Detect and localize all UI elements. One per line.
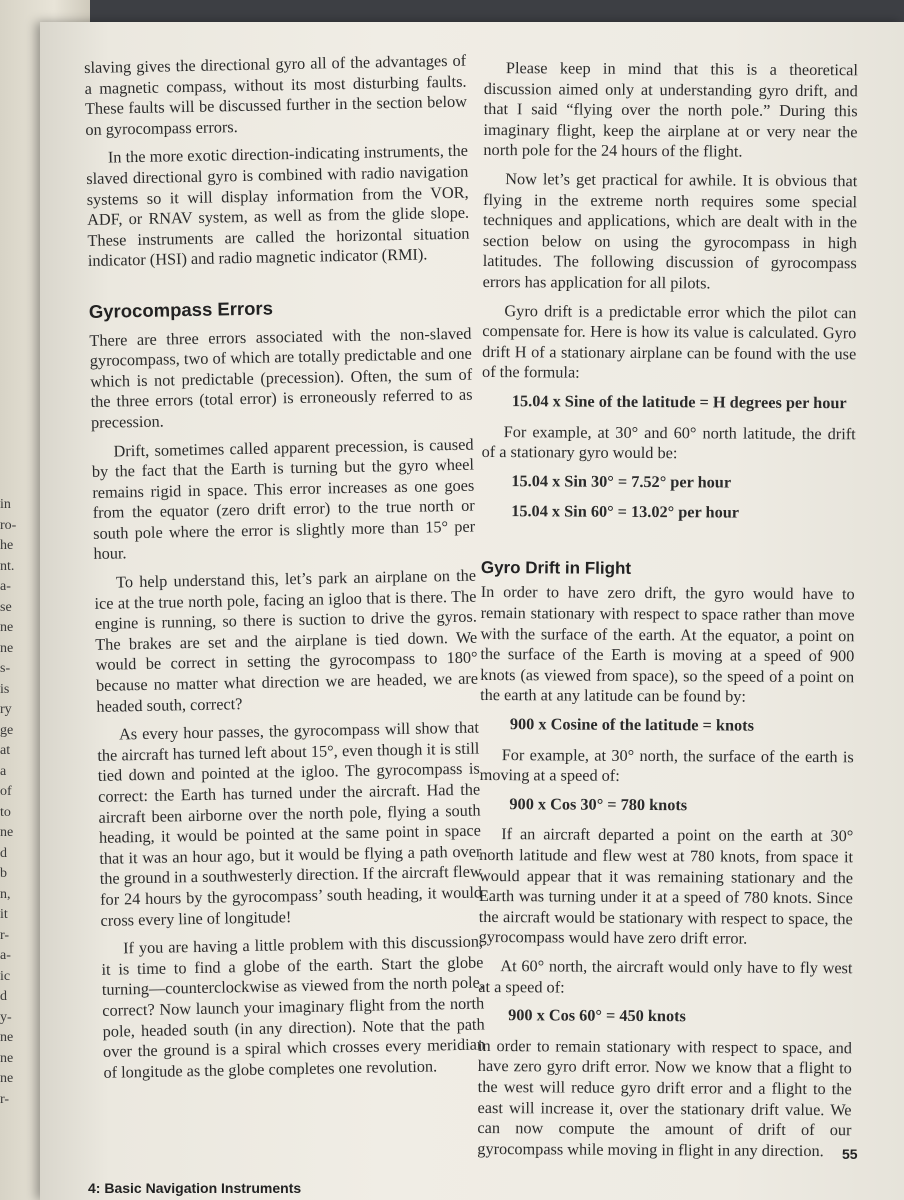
right-text-column bbox=[477, 58, 858, 1170]
adjacent-page-fragment: at bbox=[0, 743, 11, 758]
adjacent-page-fragment: n, bbox=[0, 886, 11, 902]
adjacent-page-fragment: ro- bbox=[0, 517, 17, 533]
formula: 900 x Cos 60° = 450 knots bbox=[508, 1005, 686, 1026]
adjacent-page-fragment: y- bbox=[0, 1009, 12, 1025]
formula: 15.04 x Sin 60° = 13.02° per hour bbox=[511, 501, 740, 522]
paragraph: At 60° north, the aircraft would only have to fly west at a speed of: bbox=[478, 956, 853, 997]
section-heading: Gyrocompass Errors bbox=[88, 297, 274, 322]
adjacent-page-fragment: ne bbox=[0, 1071, 14, 1086]
adjacent-page-fragment: a- bbox=[0, 948, 11, 963]
adjacent-page-fragment: b bbox=[0, 866, 7, 881]
adjacent-page-fragment: in bbox=[0, 497, 11, 512]
paragraph: If an aircraft departed a point on the earth at 30° north latitude and flew west at 780 knots, from space it would appear that it was remaining stationary and the Earth was turning under it at a speed of 780 knots. Since the aircraft would be stationary with respect to space, the gyrocompass would have zero drift error. bbox=[478, 824, 854, 948]
paragraph: As every hour passes, the gyrocompass will show that the aircraft has turned left about 15°, even though it is still tied down and pointed at the igloo. The gyrocompass is correct: the Earth has turned under the aircraft. Had the aircraft been airborne over the north pole, flying a south heading, it would be pointed at the same point in space that it was an hour ago, but it would be flying a path over the ground in a southwesterly direction. If the aircraft flew for 24 hours by the gyrocompass’ south heading, it would cross every line of longitude! bbox=[97, 717, 483, 930]
adjacent-page-fragment: ne bbox=[0, 825, 14, 840]
adjacent-page-fragment: se bbox=[0, 599, 12, 615]
adjacent-page-fragment: ic bbox=[0, 968, 11, 984]
paragraph: Drift, sometimes called apparent precession, is caused by the fact that the Earth is turning but the gyro wheel remains rigid in space. This error increases as one goes from the equator (zero drift error) to the true north or south pole where the error is slightly more than 15° per hour. bbox=[91, 434, 476, 564]
adjacent-page-fragment: ry bbox=[0, 702, 12, 717]
adjacent-page-fragment: d bbox=[0, 989, 7, 1004]
adjacent-page-fragment: a bbox=[0, 763, 7, 779]
paragraph: There are three errors associated with the non-slaved gyrocompass, two of which are totally predictable and one which is not predictable (precession). Often, the sum of the three errors (total error) is erroneously referred to as precession. bbox=[89, 323, 473, 432]
adjacent-page-fragment: ne bbox=[0, 1030, 14, 1045]
adjacent-page-fragment: s- bbox=[0, 661, 11, 676]
adjacent-page-fragment: it bbox=[0, 907, 8, 922]
running-footer: 4: Basic Navigation Instruments bbox=[88, 1180, 302, 1196]
paragraph: Now let’s get practical for awhile. It is obvious that flying in the extreme north requires some special techniques and applications, which are dealt with in the section below on using the gyrocompass in high latitudes. The following discussion of gyrocompass errors has application for all pilots. bbox=[482, 169, 858, 293]
adjacent-page-fragment: d bbox=[0, 845, 7, 861]
paragraph: slaving gives the directional gyro all of the advantages of a magnetic compass, without its most disturbing faults. These faults will be discussed further in the section below on gyrocompass errors. bbox=[84, 50, 468, 139]
paragraph: Please keep in mind that this is a theoretical discussion aimed only at understanding gyro drift, and that I said “flying over the north pole.” During this imaginary flight, keep the airplane at or very near the north pole for the 24 hours of the flight. bbox=[483, 58, 858, 161]
adjacent-page-fragment: is bbox=[0, 681, 10, 697]
formula: 15.04 x Sine of the latitude = H degrees per hour bbox=[511, 391, 847, 413]
formula: 900 x Cos 30° = 780 knots bbox=[509, 793, 688, 815]
paragraph: In order to have zero drift, the gyro would have to remain stationary with respect to space rather than move with the surface of the earth. At the equator, a point on the surface of the Earth is moving at a speed of 900 knots (as viewed from space), so the speed of a point on the earth at any latitude can be found by: bbox=[480, 582, 855, 707]
adjacent-page-fragment: ne bbox=[0, 640, 14, 656]
paragraph: If you are having a little problem with this discussion, it is time to find a globe of the earth. Start the globe turning—counterclockwise as viewed from the north pole, correct? Now launch your imaginary flight from the north pole, headed south (in any direction). Note that the path over the ground is a spiral which crosses every meridian of longitude as the globe completes one revolution. bbox=[101, 931, 486, 1082]
adjacent-page-fragment: of bbox=[0, 784, 12, 799]
adjacent-page-fragment: he bbox=[0, 538, 14, 553]
adjacent-page-fragment: r- bbox=[0, 1091, 10, 1107]
paragraph: Gyro drift is a predictable error which the pilot can compensate for. Here is how its value is calculated. Gyro drift H of a stationary airplane can be found with the use of the formula: bbox=[482, 300, 857, 382]
adjacent-page-fragment: ne bbox=[0, 1050, 14, 1066]
adjacent-page-fragment: nt. bbox=[0, 558, 15, 574]
paragraph: In the more exotic direction-indicating instruments, the slaved directional gyro is combined with radio navigation systems so it will display information from the VOR, ADF, or RNAV system, as well as from the glide slope. These instruments are called the horizontal situation indicator (HSI) and radio magnetic indicator (RMI). bbox=[86, 141, 470, 271]
paragraph: For example, at 30° and 60° north latitude, the drift of a stationary gyro would be: bbox=[481, 421, 856, 463]
adjacent-page-fragment: r- bbox=[0, 927, 10, 943]
adjacent-page-fragment: a- bbox=[0, 579, 11, 594]
page-number: 55 bbox=[842, 1146, 858, 1162]
paragraph: To help understand this, let’s park an airplane on the ice at the true north pole, facing an igloo that is there. The engine is running, so there is suction to drive the gyros. The brakes are set and the airplane is tied down. We would be correct in setting the gyrocompass to 180° because no matter what direction we are headed, we are headed south, correct? bbox=[94, 565, 479, 716]
adjacent-page-fragment: ne bbox=[0, 620, 14, 635]
paragraph: in order to remain stationary with respect to space, and have zero gyro drift error. Now we know that a flight to the west will reduce gyro drift error and a flight to the east will increase it, over the stationary drift value. We can now compute the amount of drift of our gyrocompass while moving in flight in any direction. bbox=[477, 1035, 853, 1160]
paragraph: For example, at 30° north, the surface of the earth is moving at a speed of: bbox=[479, 744, 854, 786]
left-text-column bbox=[84, 51, 486, 1091]
subsection-heading: Gyro Drift in Flight bbox=[480, 557, 632, 578]
adjacent-page-fragment: ge bbox=[0, 722, 14, 738]
formula: 900 x Cosine of the latitude = knots bbox=[509, 714, 755, 735]
adjacent-page-fragment: to bbox=[0, 804, 11, 820]
formula: 15.04 x Sin 30° = 7.52° per hour bbox=[511, 470, 732, 492]
